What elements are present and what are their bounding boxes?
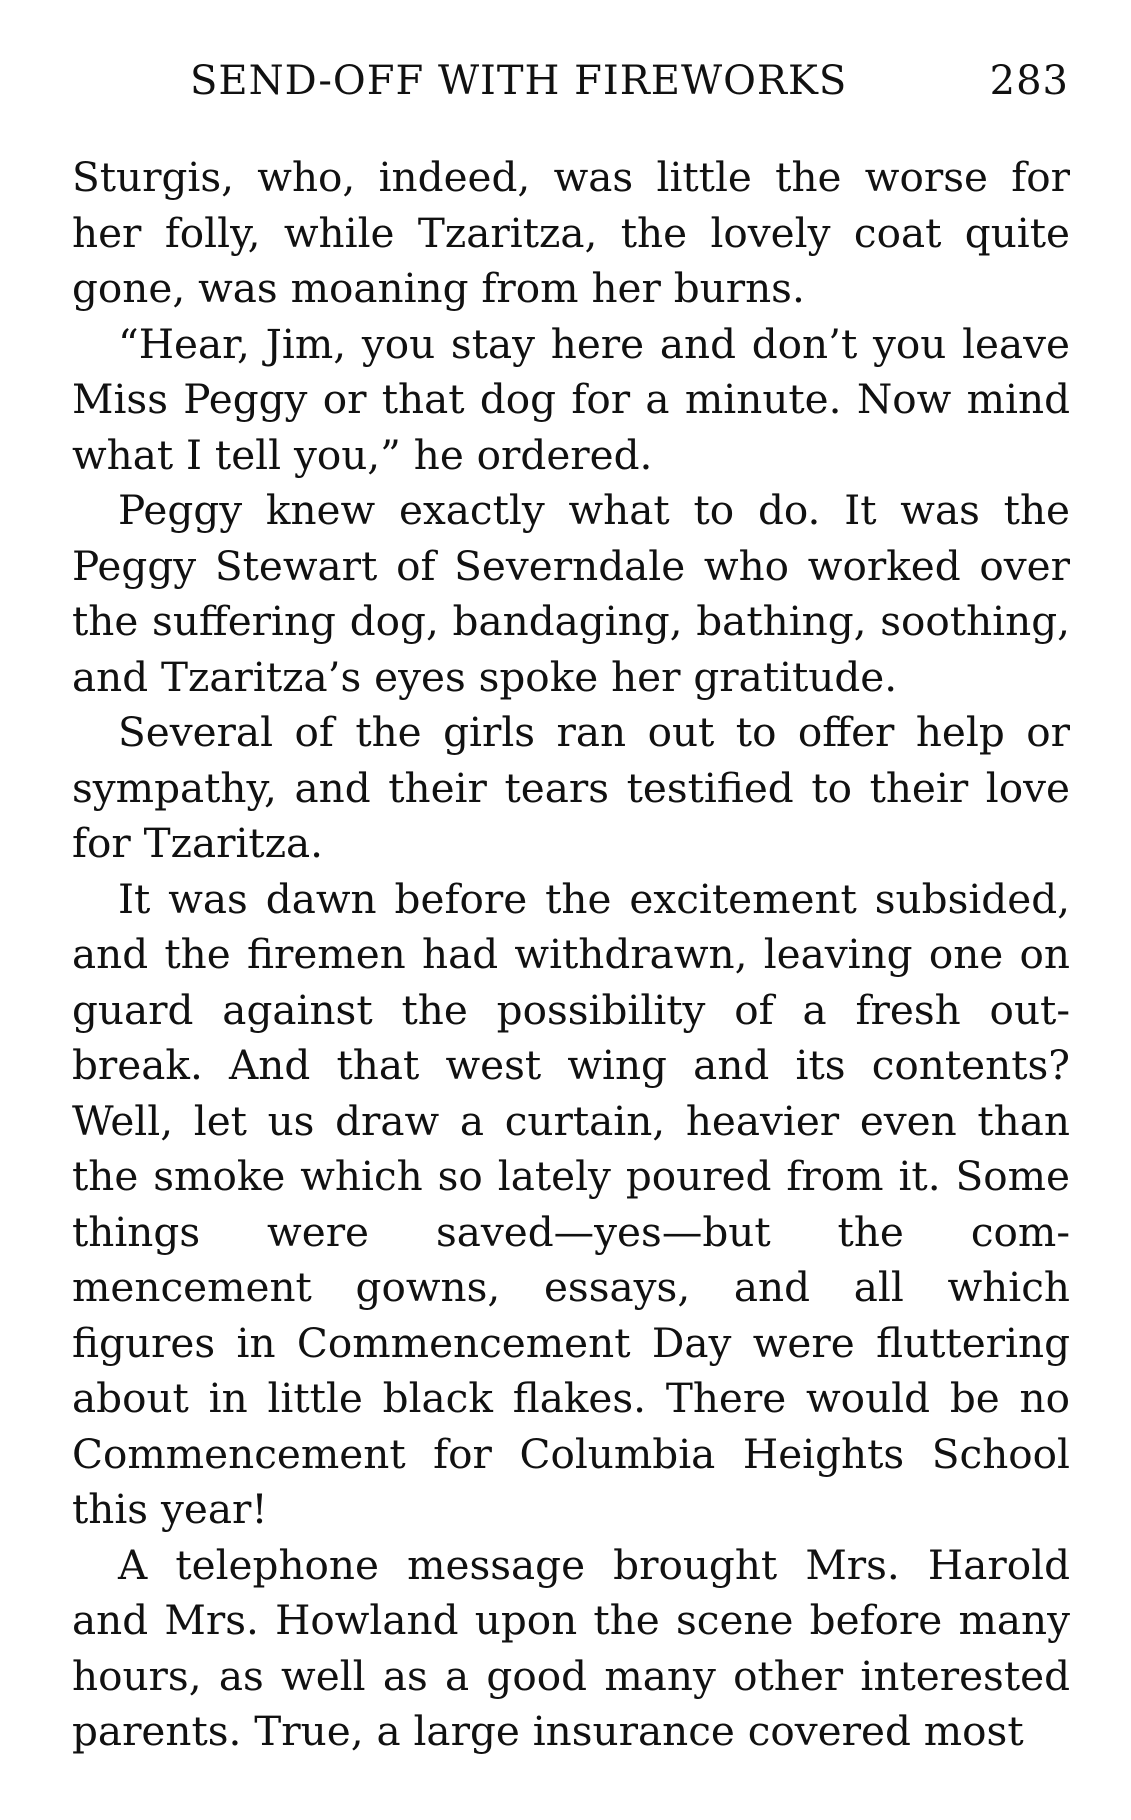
paragraph-6: A telephone message brought Mrs. Harold and Mrs. Howland upon the scene before many hours, as well as a good many other interested parents. True, a large insurance covered most xyxy=(72,1540,1070,1755)
page-number: 283 xyxy=(989,58,1069,104)
paragraph-4: Several of the girls ran out to offer help or sympathy, and their tears testified to their love for Tzaritza. xyxy=(72,708,1070,867)
paragraph-2: “Hear, Jim, you stay here and don’t you leave Miss Peggy or that dog for a minute. Now mind what I tell you,” he ordered. xyxy=(72,319,1070,479)
running-title: SEND-OFF WITH FIREWORKS xyxy=(190,58,848,104)
paragraph-5: It was dawn before the excitement subsided, and the firemen had withdrawn, leaving one on guard against the possibility of a fresh outbreak. And that west wing and its contents? Well, let us draw a curtain, heavier even than the smoke which so lately poured from it. Some things were saved—yes—but the commencement gowns, essays, and all which figures in Commencement Day were fluttering about in little black flakes. There would be no Commencement for Columbia Heights School this year! xyxy=(72,874,1070,1533)
body-text xyxy=(72,150,1070,1760)
paragraph-3: Peggy knew exactly what to do. It was the Peggy Stewart of Severndale who worked over the suffering dog, bandaging, bathing, soothing, and Tzaritza’s eyes spoke her gratitude. xyxy=(72,486,1070,701)
running-head xyxy=(190,58,1069,118)
paragraph-1: Sturgis, who, indeed, was little the worse for her folly, while Tzaritza, the lovely coat quite gone, was moaning from her burns. xyxy=(72,153,1070,312)
